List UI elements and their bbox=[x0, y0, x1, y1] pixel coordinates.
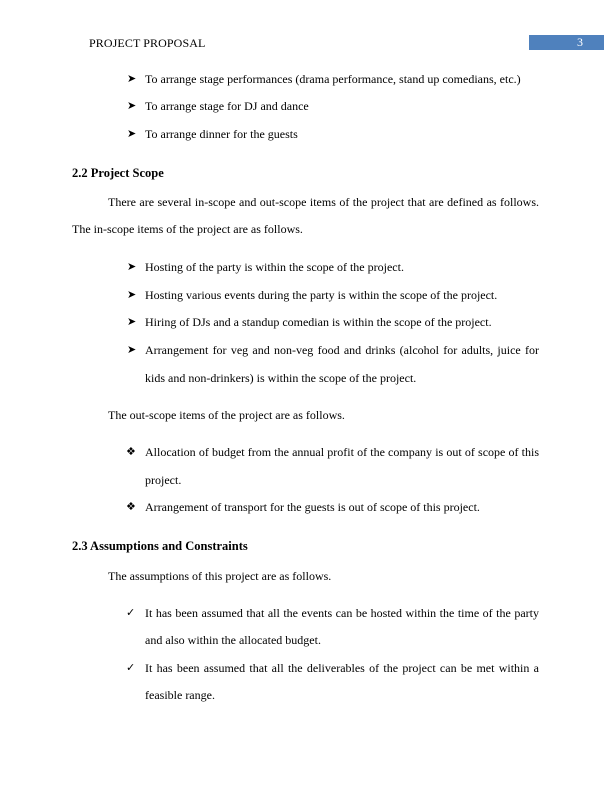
out-scope-intro: The out-scope items of the project are as follows. bbox=[108, 408, 345, 422]
assumptions-intro: The assumptions of this project are as follows. bbox=[108, 569, 332, 583]
in-scope-item: Hosting of the party is within the scope of the project. bbox=[145, 260, 404, 274]
objective-item: To arrange stage for DJ and dance bbox=[145, 99, 309, 113]
arrowhead-bullet-icon: ➤ bbox=[127, 99, 137, 112]
objective-item: To arrange dinner for the guests bbox=[145, 127, 298, 141]
in-scope-item: Hiring of DJs and a standup comedian is within the scope of the project. bbox=[145, 315, 492, 329]
in-scope-item: Hosting various events during the party is within the scope of the project. bbox=[145, 288, 498, 302]
objective-item: To arrange stage performances (drama performance, stand up comedians, etc.) bbox=[145, 72, 521, 86]
running-header-title: PROJECT PROPOSAL bbox=[89, 36, 206, 50]
arrowhead-bullet-icon: ➤ bbox=[127, 288, 137, 301]
arrowhead-bullet-icon: ➤ bbox=[127, 343, 137, 356]
section-heading-assumptions: 2.3 Assumptions and Constraints bbox=[72, 539, 248, 553]
scope-intro-line: There are several in-scope and out-scope items of the project that are defined as follows. bbox=[108, 195, 539, 209]
in-scope-item-continuation: kids and non-drinkers) is within the scope of the project. bbox=[145, 371, 417, 385]
assumption-item-continuation: feasible range. bbox=[145, 688, 215, 702]
out-scope-item: Allocation of budget from the annual profit of the company is out of scope of this bbox=[145, 445, 539, 459]
arrowhead-bullet-icon: ➤ bbox=[127, 127, 137, 140]
scope-intro-line: The in-scope items of the project are as follows. bbox=[72, 222, 303, 236]
assumption-item-continuation: and also within the allocated budget. bbox=[145, 633, 321, 647]
checkmark-bullet-icon: ✓ bbox=[126, 606, 136, 619]
in-scope-item: Arrangement for veg and non-veg food and drinks (alcohol for adults, juice for bbox=[145, 343, 539, 357]
page-number-badge: 3 bbox=[529, 35, 604, 50]
out-scope-item: Arrangement of transport for the guests is out of scope of this project. bbox=[145, 500, 480, 514]
four-diamond-bullet-icon: ❖ bbox=[126, 500, 136, 513]
out-scope-item-continuation: project. bbox=[145, 473, 182, 487]
section-heading-project-scope: 2.2 Project Scope bbox=[72, 166, 164, 180]
assumption-item: It has been assumed that all the events can be hosted within the time of the party bbox=[145, 606, 539, 620]
arrowhead-bullet-icon: ➤ bbox=[127, 315, 137, 328]
four-diamond-bullet-icon: ❖ bbox=[126, 445, 136, 458]
arrowhead-bullet-icon: ➤ bbox=[127, 72, 137, 85]
checkmark-bullet-icon: ✓ bbox=[126, 661, 136, 674]
arrowhead-bullet-icon: ➤ bbox=[127, 260, 137, 273]
assumption-item: It has been assumed that all the deliverables of the project can be met within a bbox=[145, 661, 539, 675]
